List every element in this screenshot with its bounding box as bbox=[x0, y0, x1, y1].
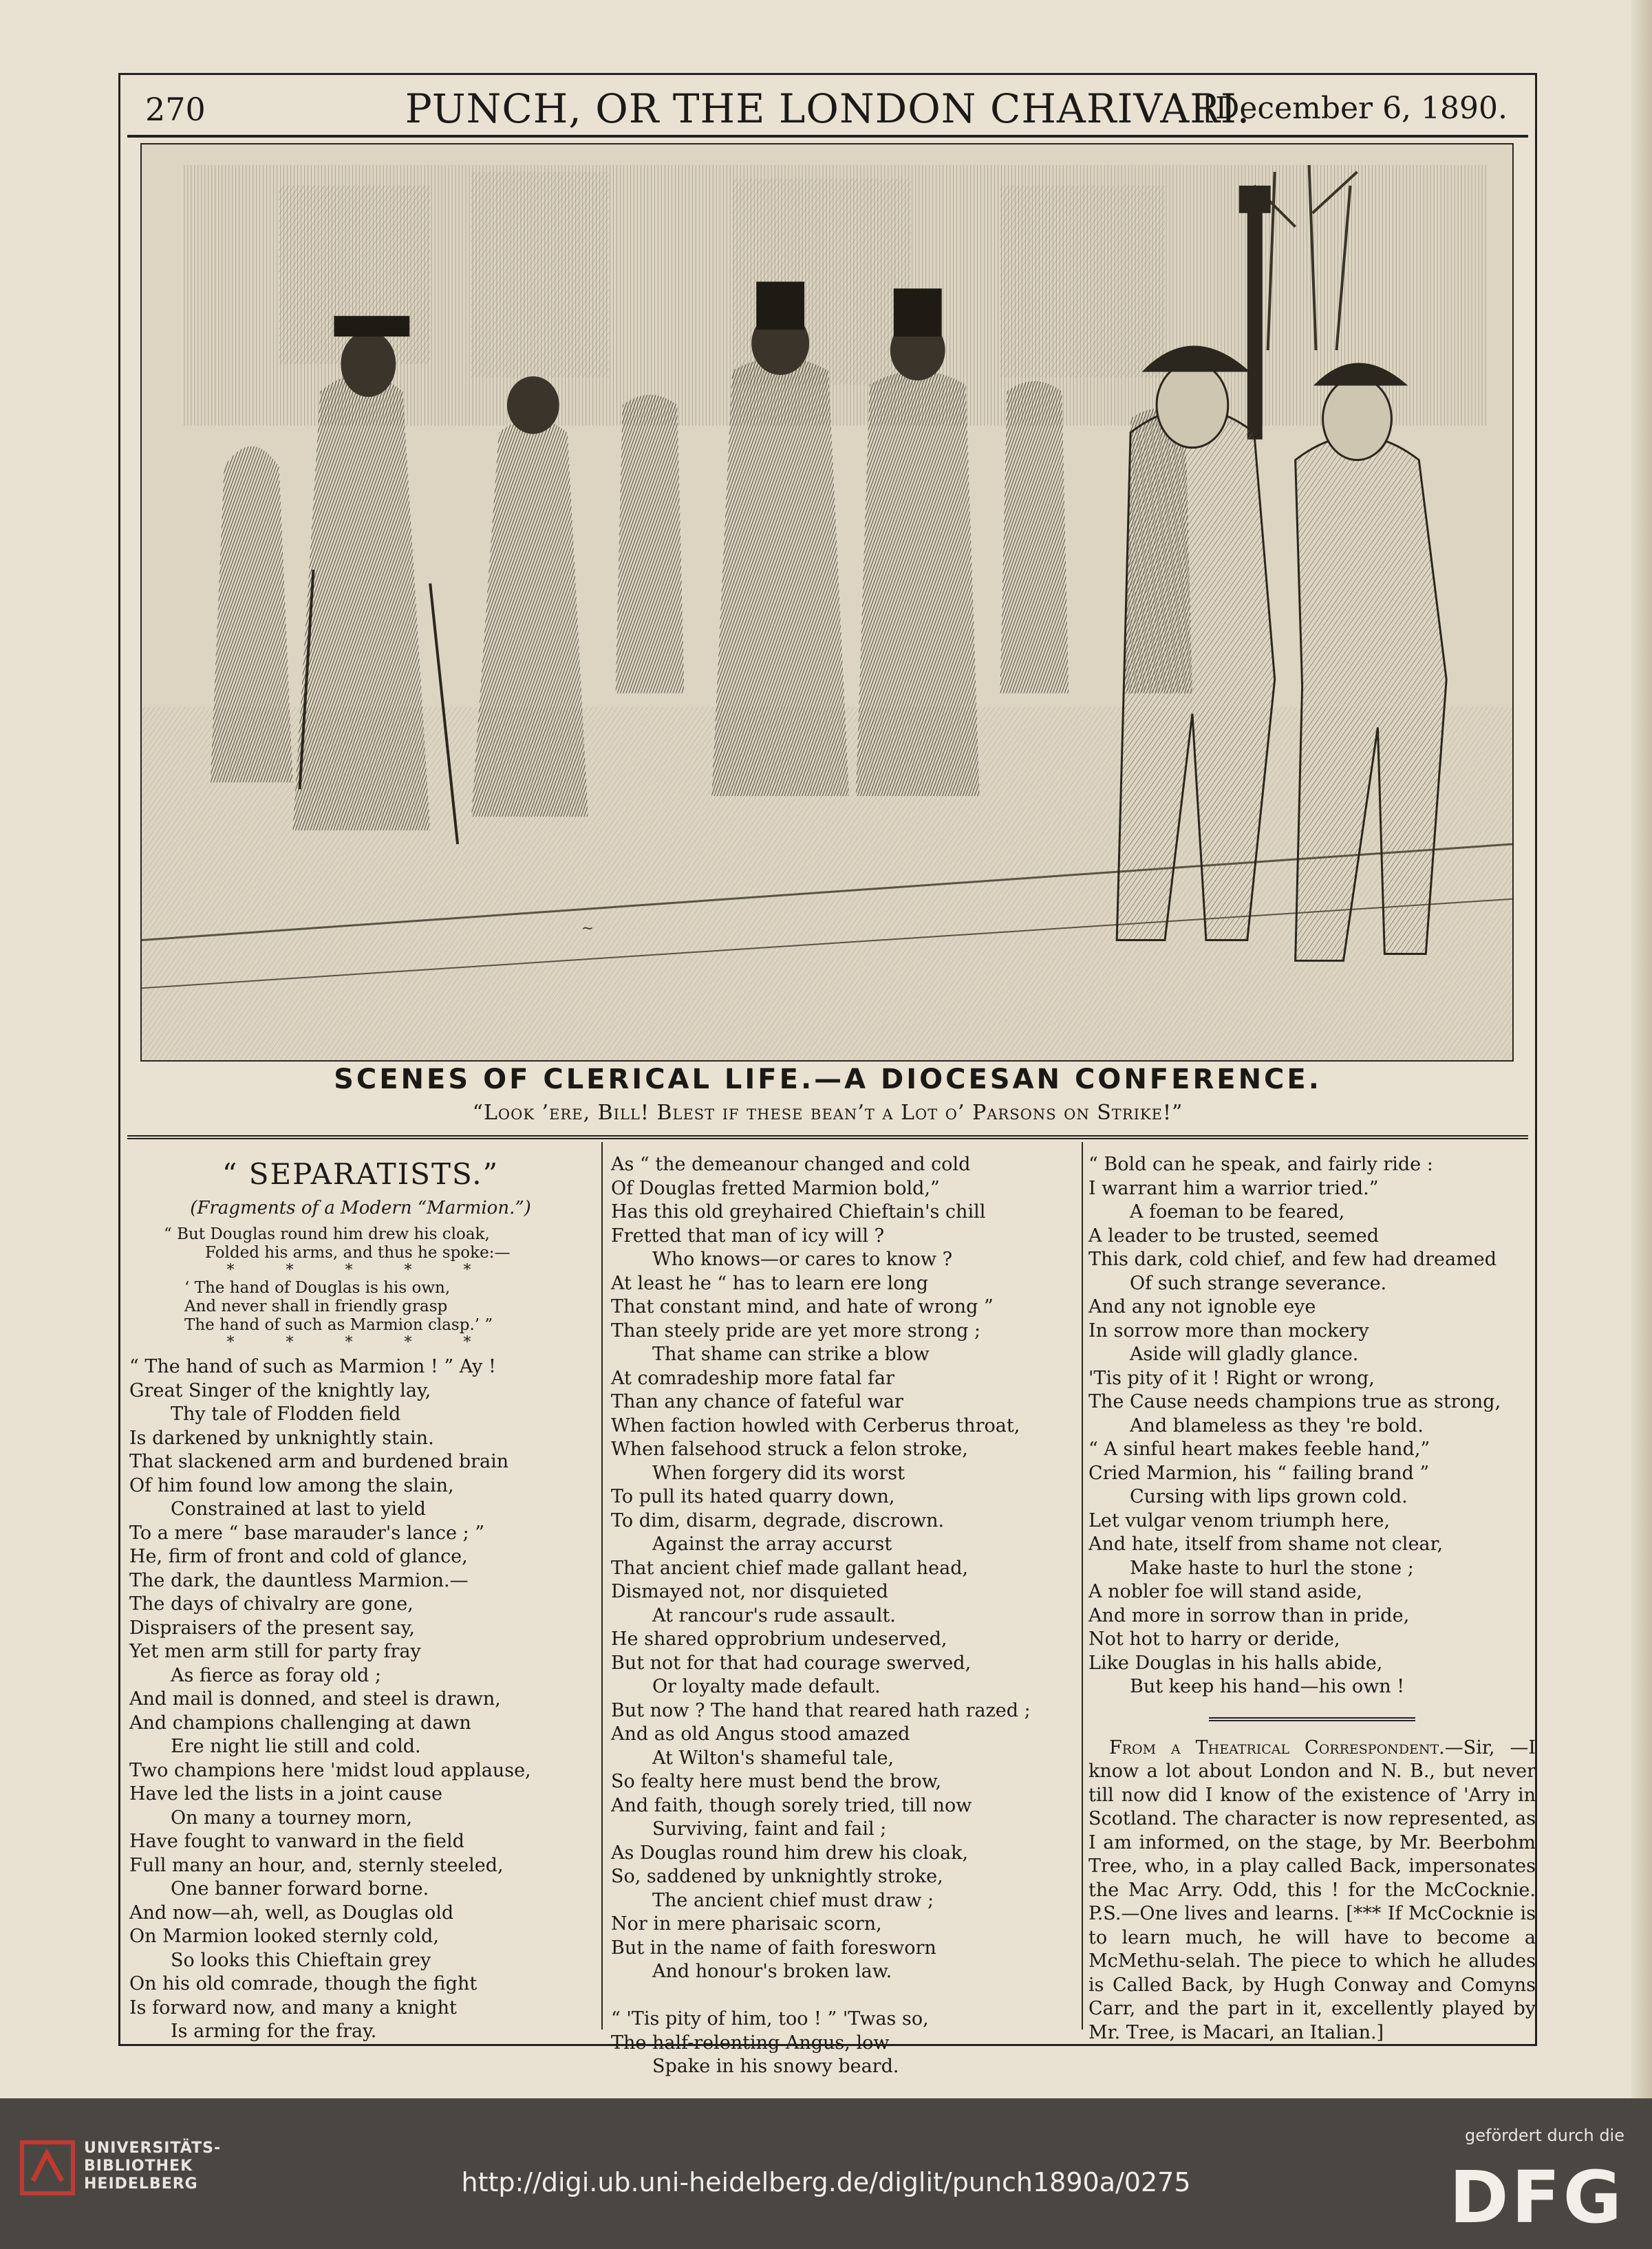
poem-line: Yet men arm still for party fray bbox=[129, 1641, 421, 1662]
poem-line: Cried Marmion, his “ failing brand ” bbox=[1088, 1462, 1430, 1484]
poem-line: Have fought to vanward in the field bbox=[129, 1831, 464, 1852]
poem-line: But keep his hand—his own ! bbox=[1130, 1676, 1405, 1697]
poem-line: He, firm of front and cold of glance, bbox=[129, 1546, 468, 1567]
poem-line: And blameless as they 're bold. bbox=[1130, 1414, 1424, 1436]
poem-line: Not hot to harry or deride, bbox=[1088, 1628, 1340, 1650]
poem-line: Let vulgar venom triumph here, bbox=[1088, 1509, 1391, 1531]
poem-line bbox=[611, 1984, 1079, 2008]
library-name-line: UNIVERSITÄTS- bbox=[84, 2140, 222, 2157]
poem-line: Like Douglas in his halls abide, bbox=[1088, 1652, 1383, 1674]
ornament-stars: * * * * * bbox=[226, 1262, 495, 1279]
poem-line: A nobler foe will stand aside, bbox=[1088, 1581, 1363, 1602]
epigraph-line: ‘ The hand of Douglas is his own, bbox=[184, 1279, 451, 1297]
poem-line: And hate, itself from shame not clear, bbox=[1088, 1534, 1444, 1555]
poem-line: Of Douglas fretted Marmion bold,” bbox=[611, 1177, 940, 1199]
poem-line: Ere night lie still and cold. bbox=[171, 1736, 421, 1757]
poem-line: The half-relenting Angus, low bbox=[611, 2032, 890, 2054]
poem-line: Than any chance of fateful war bbox=[611, 1391, 903, 1412]
library-name-line: HEIDELBERG bbox=[84, 2175, 198, 2193]
poem-line: And more in sorrow than in pride, bbox=[1088, 1604, 1410, 1626]
poem-line: 'Tis pity of it ! Right or wrong, bbox=[1088, 1367, 1375, 1389]
epigraph bbox=[129, 1225, 592, 1262]
poem-line: The Cause needs champions true as strong, bbox=[1088, 1391, 1501, 1412]
page-number: 270 bbox=[145, 91, 206, 128]
caption-rule bbox=[127, 1135, 1528, 1139]
poem-line: Is arming for the fray. bbox=[171, 2021, 377, 2042]
dfg-logo: DFG bbox=[1449, 2155, 1624, 2239]
poem-line: To a mere “ base marauder's lance ; ” bbox=[129, 1522, 485, 1544]
poem-line: One banner forward borne. bbox=[171, 1878, 429, 1900]
poem-line: He shared opprobrium undeserved, bbox=[611, 1628, 947, 1650]
page-edge-shadow bbox=[1631, 0, 1652, 2098]
poem-line: Aside will gladly glance. bbox=[1130, 1344, 1359, 1365]
poem-line: To dim, disarm, degrade, discrown. bbox=[611, 1509, 945, 1531]
poem-line: On his old comrade, though the fight bbox=[129, 1973, 478, 1994]
column-2 bbox=[611, 1149, 1079, 2079]
poem-line: That constant mind, and hate of wrong ” bbox=[611, 1296, 994, 1317]
cartoon-illustration bbox=[140, 143, 1514, 1062]
poem-line: At Wilton's shameful tale, bbox=[652, 1747, 894, 1769]
poem-line: And any not ignoble eye bbox=[1088, 1296, 1316, 1317]
poem-line: But not for that had courage swerved, bbox=[611, 1652, 972, 1674]
cartoon-caption: “Look ’ere, Bill! Blest if these bean’t a Lot o’ Parsons on Strike!” bbox=[472, 1101, 1183, 1125]
poem-verse-column-2 bbox=[611, 1153, 1079, 2079]
poem-line: Who knows—or cares to know ? bbox=[652, 1249, 953, 1270]
svg-text:~: ~ bbox=[581, 920, 594, 938]
poem-line: This dark, cold chief, and few had dreamed bbox=[1088, 1249, 1497, 1270]
poem-line: “ Bold can he speak, and fairly ride : bbox=[1088, 1154, 1433, 1175]
poem-line: Dismayed not, nor disquieted bbox=[611, 1581, 888, 1602]
poem-line: Is forward now, and many a knight bbox=[129, 1997, 457, 2019]
poem-line: To pull its hated quarry down, bbox=[611, 1486, 895, 1507]
epigraph-line: Folded his arms, and thus he spoke:— bbox=[205, 1244, 511, 1262]
poem-line: Make haste to hurl the stone ; bbox=[1130, 1557, 1414, 1579]
poem-line: And now—ah, well, as Douglas old bbox=[129, 1902, 454, 1924]
poem-line: When falsehood struck a felon stroke, bbox=[611, 1439, 968, 1460]
poem-line: When faction howled with Cerberus throat, bbox=[611, 1414, 1020, 1436]
cartoon-title: SCENES OF CLERICAL LIFE.—A DIOCESAN CONFERENCE. bbox=[334, 1064, 1322, 1095]
poem-line: Have led the lists in a joint cause bbox=[129, 1783, 442, 1805]
running-head bbox=[127, 81, 1528, 136]
poem-line: Of such strange severance. bbox=[1130, 1272, 1387, 1294]
poem-line: Is darkened by unknightly stain. bbox=[129, 1427, 434, 1449]
poem-line: At least he “ has to learn ere long bbox=[611, 1272, 929, 1294]
poem-line: Cursing with lips grown cold. bbox=[1130, 1486, 1408, 1507]
poem-line: Of him found low among the slain, bbox=[129, 1474, 454, 1496]
poem-line: And mail is donned, and steel is drawn, bbox=[129, 1688, 501, 1710]
poem-subtitle: (Fragments of a Modern “Marmion.”) bbox=[190, 1197, 531, 1218]
poem-line: Great Singer of the knightly lay, bbox=[129, 1379, 431, 1401]
poem-line: Against the array accurst bbox=[652, 1534, 892, 1555]
poem-line: That ancient chief made gallant head, bbox=[611, 1557, 969, 1579]
poem-verse-column-3 bbox=[1088, 1153, 1536, 1699]
poem-line: “ 'Tis pity of him, too ! ” 'Twas so, bbox=[611, 2008, 929, 2030]
poem-line: Thy tale of Flodden field bbox=[171, 1403, 401, 1425]
poem-line: The days of chivalry are gone, bbox=[129, 1593, 414, 1615]
poem-line: The dark, the dauntless Marmion.— bbox=[129, 1569, 469, 1591]
poem-line: And champions challenging at dawn bbox=[129, 1712, 471, 1734]
epigraph-quote bbox=[129, 1279, 592, 1335]
poem-line: In sorrow more than mockery bbox=[1088, 1320, 1369, 1342]
permalink-url[interactable]: http://digi.ub.uni-heidelberg.de/diglit/punch1890a/0275 bbox=[461, 2167, 1191, 2197]
poem-line: A leader to be trusted, seemed bbox=[1088, 1225, 1380, 1247]
library-name-line: BIBLIOTHEK bbox=[84, 2157, 193, 2175]
poem-line: But now ? The hand that reared hath razed ; bbox=[611, 1699, 1031, 1721]
note-heading: From a Theatrical Correspondent. bbox=[1109, 1736, 1445, 1758]
header-rule bbox=[127, 135, 1528, 138]
poem-line: At rancour's rude assault. bbox=[652, 1604, 896, 1626]
poem-line: Or loyalty made default. bbox=[652, 1676, 881, 1697]
section-rule bbox=[1209, 1717, 1415, 1721]
poem-line: So, saddened by unknightly stroke, bbox=[611, 1866, 943, 1887]
poem-line: So fealty here must bend the brow, bbox=[611, 1771, 942, 1792]
poem-line: At comradeship more fatal far bbox=[611, 1367, 895, 1389]
poem-line: So looks this Chieftain grey bbox=[171, 1949, 431, 1971]
epigraph-line: And never shall in friendly grasp bbox=[184, 1298, 448, 1315]
poem-line: The ancient chief must draw ; bbox=[652, 1889, 934, 1911]
note-body: —Sir, —I know a lot about London and N. B., but never till now did I know of the existence of 'Arry in Scotland. The character is now represented, as I am informed, on the stage, by Mr. Beerbohm Tree, who, in a play called Back, impersonates the Mac Arry. Odd, this ! for the McCocknie. P.S.—One lives and learns. [*** If McCocknie is to learn much, he will have to become a McMethu-selah. The piece to which he alludes is Called Back, by Hugh Conway and Comyns Carr, and the part in it, excellently played by Mr. Tree, is Macari, an Italian.] bbox=[1088, 1736, 1536, 2043]
poem-line: Fretted that man of icy will ? bbox=[611, 1225, 885, 1247]
column-1 bbox=[129, 1149, 592, 2044]
poem-line: “ The hand of such as Marmion ! ” Ay ! bbox=[129, 1356, 496, 1377]
viewer-footer bbox=[0, 2098, 1652, 2249]
poem-line: As fierce as foray old ; bbox=[171, 1664, 381, 1686]
funding-note: gefördert durch die bbox=[1465, 2126, 1624, 2145]
cartoon-engraving bbox=[142, 144, 1512, 1060]
poem-title: “ SEPARATISTS.” bbox=[222, 1157, 500, 1191]
column-rule bbox=[601, 1142, 603, 2030]
poem-line: Constrained at last to yield bbox=[171, 1498, 426, 1520]
poem-line: Dispraisers of the present say, bbox=[129, 1617, 415, 1639]
poem-line: I warrant him a warrior tried.” bbox=[1088, 1177, 1379, 1199]
poem-line: On many a tourney morn, bbox=[171, 1807, 413, 1829]
poem-line: That slackened arm and burdened brain bbox=[129, 1451, 509, 1472]
poem-line: On Marmion looked sternly cold, bbox=[129, 1926, 439, 1947]
epigraph-line: “ But Douglas round him drew his cloak, bbox=[164, 1225, 490, 1243]
poem-line: Two champions here 'midst loud applause, bbox=[129, 1759, 531, 1781]
poem-line: When forgery did its worst bbox=[652, 1462, 905, 1484]
poem-line: That shame can strike a blow bbox=[652, 1344, 930, 1365]
poem-line: And faith, though sorely tried, till now bbox=[611, 1794, 972, 1816]
poem-verse-column-1 bbox=[129, 1355, 592, 2044]
journal-title: PUNCH, OR THE LONDON CHARIVARI. bbox=[405, 85, 1251, 132]
issue-date: [December 6, 1890. bbox=[1203, 91, 1508, 126]
poem-line: Spake in his snowy beard. bbox=[652, 2056, 899, 2077]
poem-line: But in the name of faith foresworn bbox=[611, 1937, 936, 1959]
poem-line: As Douglas round him drew his cloak, bbox=[611, 1842, 969, 1864]
epigraph-line: The hand of such as Marmion clasp.’ ” bbox=[184, 1316, 493, 1334]
poem-line: Than steely pride are yet more strong ; bbox=[611, 1320, 981, 1342]
column-3 bbox=[1088, 1149, 1536, 2045]
poem-line: And honour's broken law. bbox=[652, 1961, 892, 1982]
ornament-stars: * * * * * bbox=[226, 1334, 495, 1351]
poem-line: And as old Angus stood amazed bbox=[611, 1723, 910, 1745]
correspondent-note bbox=[1088, 1736, 1536, 2045]
column-rule bbox=[1082, 1142, 1083, 2030]
poem-line: Full many an hour, and, sternly steeled, bbox=[129, 1854, 504, 1876]
poem-line: As “ the demeanour changed and cold bbox=[611, 1154, 971, 1175]
poem-line: Nor in mere pharisaic scorn, bbox=[611, 1913, 882, 1935]
poem-line: A foeman to be feared, bbox=[1130, 1201, 1345, 1223]
poem-line: Has this old greyhaired Chieftain's chill bbox=[611, 1201, 986, 1223]
poem-line: Surviving, faint and fail ; bbox=[652, 1818, 887, 1840]
poem-line: “ A sinful heart makes feeble hand,” bbox=[1088, 1439, 1430, 1460]
